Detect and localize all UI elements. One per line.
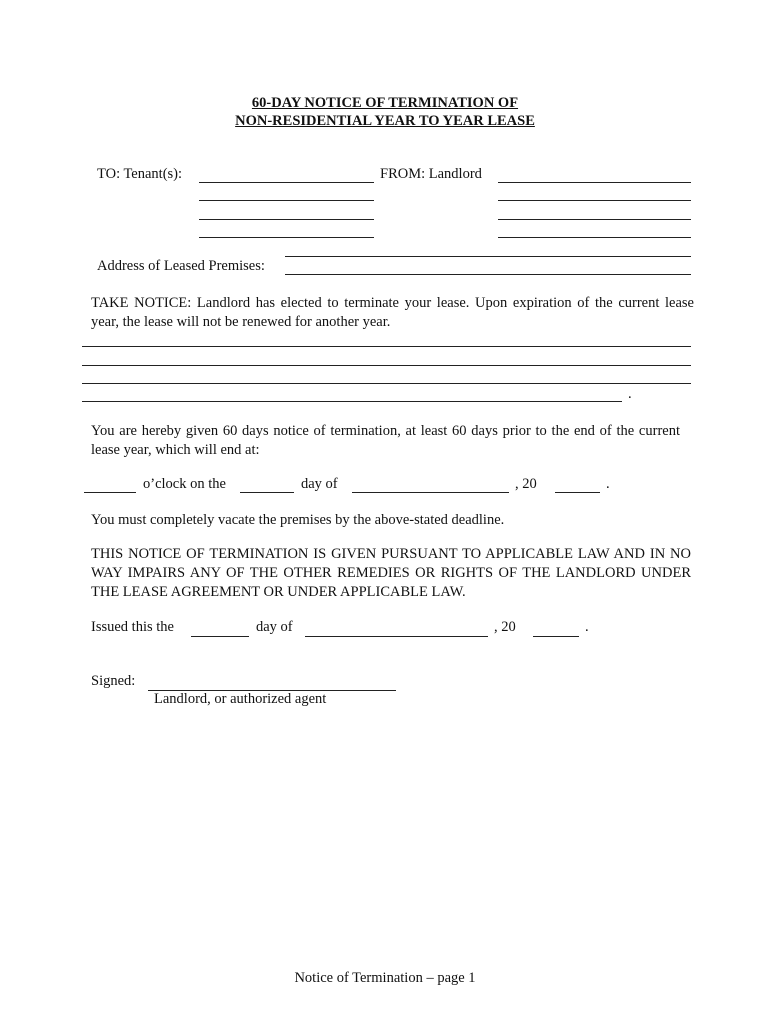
reason-line-2[interactable] (82, 365, 691, 366)
reason-line-3[interactable] (82, 383, 691, 384)
tenant-name-field-2[interactable] (199, 200, 374, 201)
document-title-line2: NON-RESIDENTIAL YEAR TO YEAR LEASE (235, 113, 535, 129)
end-year-field[interactable] (555, 492, 600, 493)
issued-period: . (585, 619, 589, 635)
landlord-name-field-1[interactable] (498, 182, 691, 183)
signed-label: Signed: (91, 673, 136, 689)
end-year-prefix: , 20 (515, 476, 537, 492)
issued-year-prefix: , 20 (494, 619, 516, 635)
issued-day-field[interactable] (191, 636, 249, 637)
end-day-field[interactable] (240, 492, 294, 493)
pursuant-paragraph: THIS NOTICE OF TERMINATION IS GIVEN PURSUANT TO APPLICABLE LAW AND IN NO WAY IMPAIRS ANY OF THE OTHER REMEDIES OR RIGHTS OF THE LANDLORD UNDER THE LEASE AGREEMENT OR UNDER APPLICABLE LAW. (91, 546, 691, 600)
address-label: Address of Leased Premises: (97, 258, 265, 274)
take-notice-paragraph: TAKE NOTICE: Landlord has elected to terminate your lease. Upon expiration of the current lease year, the lease will not be renewed for another year. (91, 295, 694, 330)
signer-caption: Landlord, or authorized agent (154, 691, 327, 707)
tenant-name-field-3[interactable] (199, 219, 374, 220)
address-field-1[interactable] (285, 256, 691, 257)
issued-year-field[interactable] (533, 636, 579, 637)
address-field-2[interactable] (285, 274, 691, 275)
oclock-label: o’clock on the (143, 476, 226, 492)
issued-month-field[interactable] (305, 636, 488, 637)
reason-line-4[interactable] (82, 401, 622, 402)
from-landlord-label: FROM: Landlord (380, 166, 482, 182)
landlord-name-field-4[interactable] (498, 237, 691, 238)
landlord-name-field-3[interactable] (498, 219, 691, 220)
reason-period: . (628, 386, 632, 402)
tenant-name-field-4[interactable] (199, 237, 374, 238)
end-date-period: . (606, 476, 610, 492)
vacate-sentence: You must completely vacate the premises by the above-stated deadline. (91, 512, 505, 528)
reason-line-1[interactable] (82, 346, 691, 347)
landlord-name-field-2[interactable] (498, 200, 691, 201)
issued-day-of-label: day of (256, 619, 293, 635)
end-day-of-label: day of (301, 476, 338, 492)
end-hour-field[interactable] (84, 492, 136, 493)
given-notice-paragraph: You are hereby given 60 days notice of termination, at least 60 days prior to the end of the current lease year, which will end at: (91, 423, 680, 458)
tenant-name-field-1[interactable] (199, 182, 374, 183)
document-title-line1: 60-DAY NOTICE OF TERMINATION OF (251, 95, 519, 111)
to-tenants-label: TO: Tenant(s): (97, 166, 183, 182)
page-footer: Notice of Termination – page 1 (294, 970, 476, 986)
end-month-field[interactable] (352, 492, 509, 493)
issued-label: Issued this the (91, 619, 174, 635)
